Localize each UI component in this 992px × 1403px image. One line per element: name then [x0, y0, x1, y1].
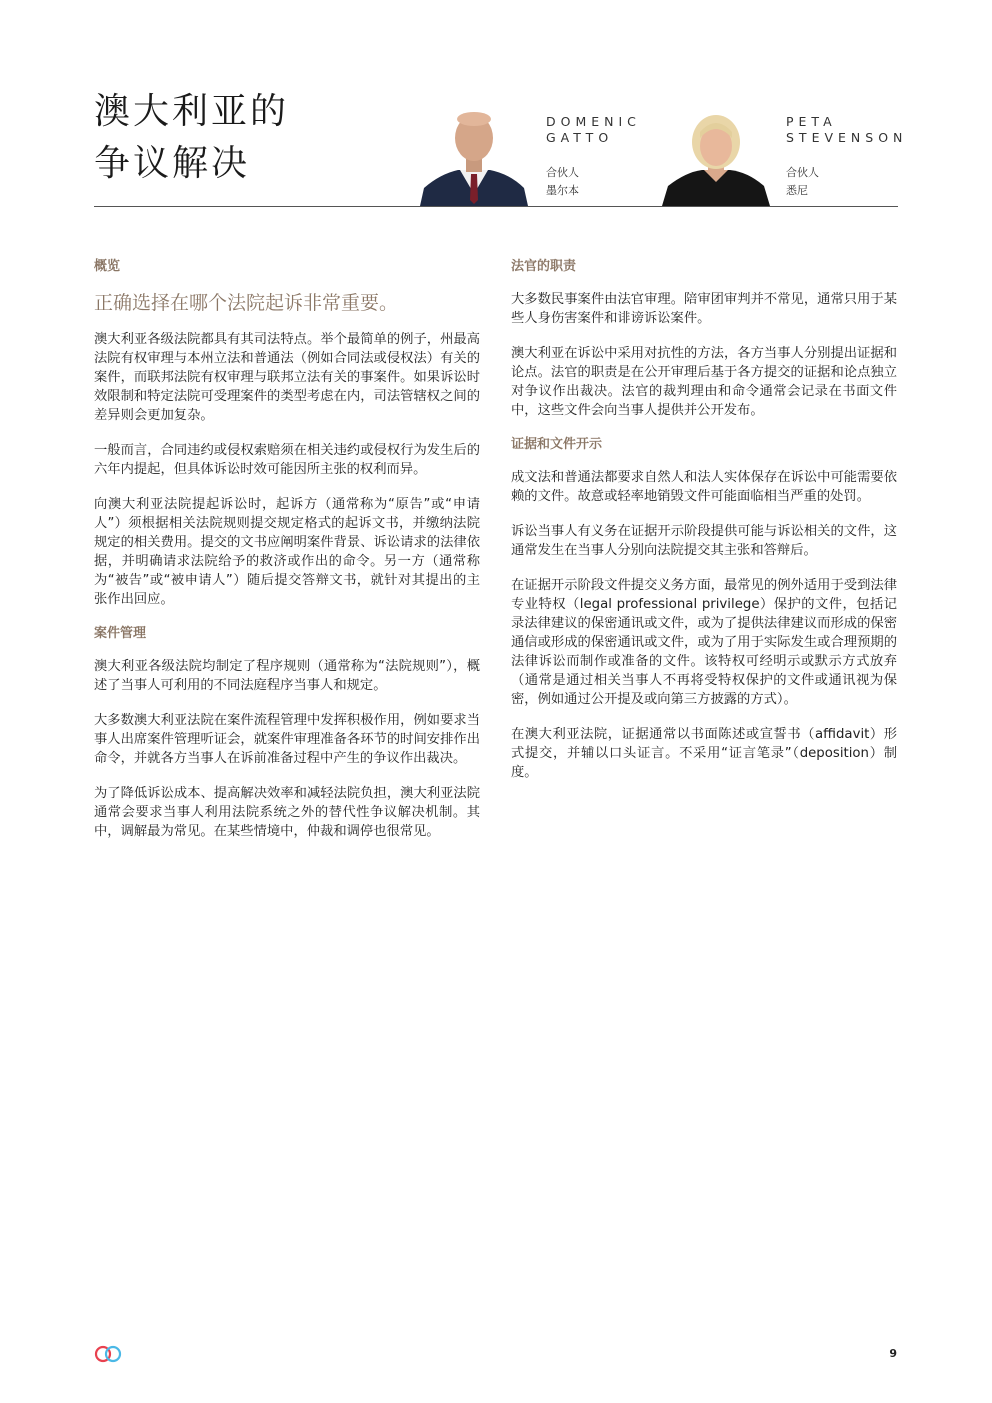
paragraph: 大多数澳大利亚法院在案件流程管理中发挥积极作用，例如要求当事人出席案件管理听证会，就案件审理准备各环节的时间安排作出命令，并就各方当事人在诉前准备过程中产生的争议作出裁决。 [94, 713, 480, 766]
page-title-line-2: 争议解决 [94, 143, 251, 184]
page-title-line-1: 澳大利亚的 [94, 91, 290, 132]
paragraph: 澳大利亚各级法院均制定了程序规则（通常称为“法院规则”），概述了当事人可利用的不同法庭程序当事人和规定。 [94, 659, 480, 693]
header-divider [94, 206, 898, 207]
person-role-stevenson [786, 164, 819, 200]
person-title: 合伙人 [786, 166, 819, 179]
paragraph: 成文法和普通法都要求自然人和法人实体保存在诉讼中可能需要依赖的文件。故意或轻率地销毁文件可能面临相当严重的处罚。 [511, 470, 897, 504]
person-last-name: STEVENSON [786, 130, 908, 145]
paragraph: 在澳大利亚法院，证据通常以书面陈述或宣誓书（affidavit）形式提交，并辅以口头证言。不采用“证言笔录”（deposition）制度。 [511, 727, 897, 780]
section-heading-judge-role: 法官的职责 [511, 259, 577, 274]
person-title: 合伙人 [546, 166, 579, 179]
paragraph: 一般而言，合同违约或侵权索赔须在相关违约或侵权行为发生后的六年内提起，但具体诉讼时效可能因所主张的权利而异。 [94, 443, 480, 477]
portrait-peta-stevenson [662, 108, 770, 206]
person-city: 悉尼 [786, 184, 808, 197]
person-name-stevenson [786, 114, 907, 146]
person-role-gatto [546, 164, 579, 200]
paragraph: 向澳大利亚法院提起诉讼时，起诉方（通常称为“原告”或“申请人”）须根据相关法院规则提交规定格式的起诉文书，并缴纳法院规定的相关费用。提交的文书应阐明案件背景、诉讼请求的法律依据，并明确请求法院给予的救济或作出的命令。另一方（通常称为“被告”或“被申请人”）随后提交答辩文书，就针对其提出的主张作出回应。 [94, 497, 480, 607]
person-last-name: GATTO [546, 130, 614, 145]
overview-subheading: 正确选择在哪个法院起诉非常重要。 [94, 292, 399, 314]
left-column [94, 258, 480, 857]
section-heading-evidence-discovery: 证据和文件开示 [511, 437, 603, 452]
person-first-name: PETA [786, 114, 837, 129]
person-city: 墨尔本 [546, 184, 579, 197]
paragraph: 为了降低诉讼成本、提高解决效率和减轻法院负担，澳大利亚法院通常会要求当事人利用法院系统之外的替代性争议解决机制。其中，调解最为常见。在某些情境中，仲裁和调停也很常见。 [94, 786, 480, 839]
paragraph: 在证据开示阶段文件提交义务方面，最常见的例外适用于受到法律专业特权（legal professional privilege）保护的文件，包括记录法律建议的保密通讯或文件，或为了提供法律建议而形成的保密通信或形成的保密通讯或文件，或为了用于实际发生或合理预期的法律诉讼而制作或准备的文件。该特权可经明示或默示方式放弃（通常是通过相关当事人不再将受特权保护的文件或通讯视为保密，例如通过公开提及或向第三方披露的方式）。 [511, 578, 897, 707]
paragraph: 澳大利亚各级法院都具有其司法特点。举个最简单的例子，州最高法院有权审理与本州立法和普通法（例如合同法或侵权法）有关的案件，而联邦法院有权审理与联邦立法有关的事案件。如果诉讼时效限制和特定法院可受理案件的类型考虑在内，司法管辖权之间的差异则会更加复杂。 [94, 332, 480, 423]
page-title [94, 86, 289, 190]
section-heading-overview: 概览 [94, 259, 121, 274]
paragraph: 大多数民事案件由法官审理。陪审团审判并不常见，通常只用于某些人身伤害案件和诽谤诉讼案件。 [511, 292, 897, 326]
portrait-domenic-gatto [420, 108, 528, 206]
section-heading-case-management: 案件管理 [94, 626, 147, 641]
person-name-gatto [546, 114, 641, 146]
page-number: 9 [889, 1347, 897, 1360]
person-first-name: DOMENIC [546, 114, 641, 129]
firm-logo-icon [93, 1344, 125, 1364]
right-column [511, 258, 897, 798]
paragraph: 诉讼当事人有义务在证据开示阶段提供可能与诉讼相关的文件，这通常发生在当事人分别向法院提交其主张和答辩后。 [511, 524, 897, 558]
paragraph: 澳大利亚在诉讼中采用对抗性的方法，各方当事人分别提出证据和论点。法官的职责是在公开审理后基于各方提交的证据和论点独立对争议作出裁决。法官的裁判理由和命令通常会记录在书面文件中，这些文件会向当事人提供并公开发布。 [511, 346, 897, 418]
